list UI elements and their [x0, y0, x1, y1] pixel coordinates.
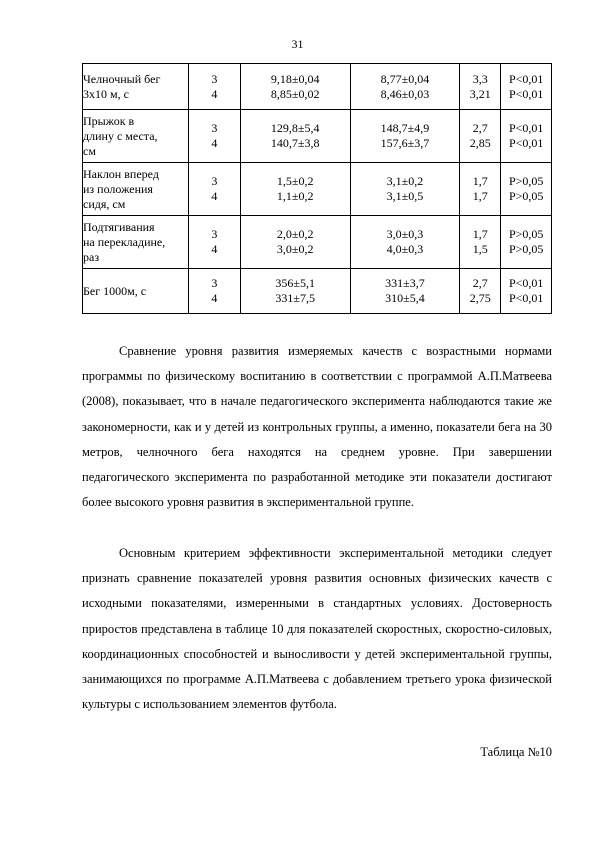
exercise-name: 3х10 м, с [83, 86, 129, 101]
final-value: 331±3,7 [385, 276, 425, 290]
p-value: P<0,01 [508, 291, 544, 305]
t-value-cell [460, 64, 501, 110]
p-value-cell [501, 269, 552, 314]
final-value: 3,1±0,2 [386, 174, 424, 188]
exercise-name: см [83, 143, 96, 158]
final-value: 3,1±0,5 [386, 189, 424, 203]
table-row [83, 110, 552, 163]
initial-value: 1,5±0,2 [276, 174, 314, 188]
t-value-cell [460, 163, 501, 216]
p-value: P<0,01 [508, 71, 544, 86]
initial-value-cell [240, 110, 350, 163]
final-value: 3,0±0,3 [386, 227, 424, 241]
initial-value: 2,0±0,2 [276, 227, 314, 241]
group-cell [188, 64, 240, 110]
final-value: 148,7±4,9 [380, 121, 430, 135]
t-value: 1,7 [472, 189, 488, 203]
group-value: 3 [211, 174, 218, 188]
exercise-name: Наклон вперед [83, 166, 159, 181]
group-cell [188, 110, 240, 163]
final-value-cell [350, 110, 459, 163]
exercise-name: на перекладине, [83, 234, 166, 249]
table-caption: Таблица №10 [480, 745, 552, 759]
exercise-name-cell [83, 110, 189, 163]
p-value: P>0,05 [508, 242, 544, 256]
t-value: 2,85 [469, 136, 491, 150]
p-value: P<0,01 [508, 276, 544, 290]
t-value-cell [460, 216, 501, 269]
table-row [83, 64, 552, 110]
exercise-name-cell [83, 64, 189, 110]
table-row [83, 163, 552, 216]
t-value: 2,7 [472, 121, 488, 135]
group-value: 4 [211, 189, 218, 203]
t-value-cell [460, 269, 501, 314]
exercise-name: раз [83, 249, 100, 264]
final-value: 8,46±0,03 [380, 86, 430, 101]
table-row [83, 269, 552, 314]
group-value: 4 [211, 136, 218, 150]
p-value: P<0,01 [508, 136, 544, 150]
final-value: 4,0±0,3 [386, 242, 424, 256]
group-cell [188, 163, 240, 216]
p-value: P<0,01 [508, 121, 544, 135]
final-value: 8,77±0,04 [380, 71, 430, 86]
exercise-name: Челночный бег [83, 71, 161, 86]
exercise-name: Подтягивания [83, 219, 155, 234]
final-value: 157,6±3,7 [380, 136, 430, 150]
initial-value: 129,8±5,4 [270, 121, 320, 135]
exercise-name-cell [83, 163, 189, 216]
p-value: P>0,05 [508, 227, 544, 241]
exercise-name-cell [83, 269, 189, 314]
final-value-cell [350, 64, 459, 110]
exercise-name: длину с места, [83, 128, 158, 143]
initial-value-cell [240, 216, 350, 269]
paragraph: Сравнение уровня развития измеряемых качеств с возрастными нормами программы по физическому воспитанию в соответствии с программой А.П.Матвеева (2008), показывает, что в начале педагогического эксперимента наблюдаются такие же закономерности, как и у детей из контрольных группы, а именно, показатели бега на 30 метров, челночного бега находятся на среднем уровне. При завершении педагогического эксперимента по разработанной методике эти показатели достигают более высокого уровня развития в экспериментальной группе. [82, 344, 552, 510]
initial-value: 331±7,5 [275, 291, 316, 305]
initial-value: 8,85±0,02 [270, 86, 320, 101]
p-value: P>0,05 [508, 174, 544, 188]
group-value: 3 [211, 121, 218, 135]
t-value-cell [460, 110, 501, 163]
initial-value: 1,1±0,2 [276, 189, 314, 203]
final-value-cell [350, 163, 459, 216]
final-value-cell [350, 216, 459, 269]
p-value-cell [501, 64, 552, 110]
exercise-name: из положения [83, 181, 153, 196]
t-value: 2,75 [469, 291, 491, 305]
group-value: 4 [211, 291, 218, 305]
table-row [83, 216, 552, 269]
t-value: 2,7 [472, 276, 488, 290]
initial-value: 9,18±0,04 [270, 71, 320, 86]
exercise-name-cell [83, 216, 189, 269]
group-cell [188, 216, 240, 269]
initial-value: 3,0±0,2 [276, 242, 314, 256]
group-cell [188, 269, 240, 314]
group-value: 4 [211, 242, 218, 256]
p-value: P>0,05 [508, 189, 544, 203]
initial-value-cell [240, 64, 350, 110]
t-value: 1,7 [472, 227, 488, 241]
p-value-cell [501, 163, 552, 216]
final-value: 310±5,4 [385, 291, 425, 305]
final-value-cell [350, 269, 459, 314]
p-value-cell [501, 110, 552, 163]
group-value: 3 [211, 276, 218, 290]
group-value: 4 [211, 86, 218, 101]
initial-value-cell [240, 163, 350, 216]
exercise-name: сидя, см [83, 196, 126, 211]
p-value: P<0,01 [508, 86, 544, 101]
group-value: 3 [211, 71, 218, 86]
t-value: 1,5 [472, 242, 488, 256]
initial-value-cell [240, 269, 350, 314]
page-number: 31 [291, 37, 304, 51]
paragraph: Основным критерием эффективности экспериментальной методики следует признать сравнение показателей уровня развития основных физических качеств с исходными показателями, измеренными в стандартных условиях. Достоверность приростов представлена в таблице 10 для показателей скоростных, скоростно-силовых, координационных способностей и выносливости у детей экспериментальной группы, занимающихся по программе А.П.Матвеева с добавлением третьего урока физической культуры с использованием элементов футбола. [82, 546, 552, 712]
results-table [82, 63, 552, 314]
p-value-cell [501, 216, 552, 269]
body-text-block [82, 541, 552, 717]
t-value: 3,3 [472, 71, 488, 86]
t-value: 1,7 [472, 174, 488, 188]
exercise-name: Прыжок в [83, 113, 135, 128]
initial-value: 356±5,1 [275, 276, 316, 290]
body-text-block [82, 339, 552, 515]
exercise-name: Бег 1000м, с [83, 283, 147, 298]
group-value: 3 [211, 227, 218, 241]
t-value: 3,21 [469, 86, 491, 101]
initial-value: 140,7±3,8 [270, 136, 320, 150]
